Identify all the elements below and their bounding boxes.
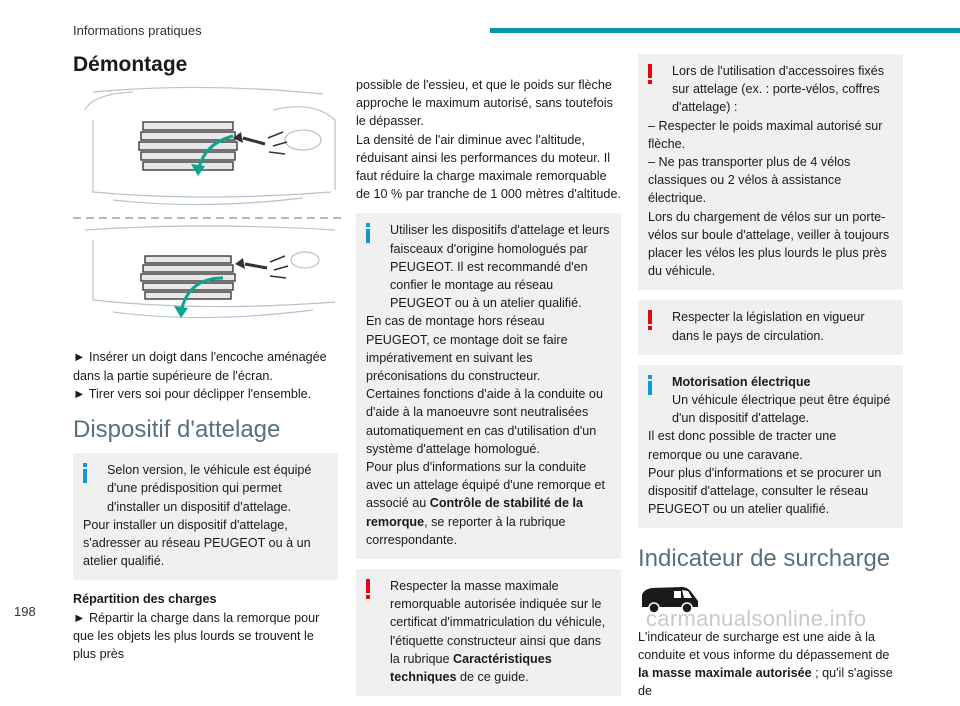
running-header: Informations pratiques: [73, 23, 202, 38]
page-number: 198: [14, 604, 36, 619]
warning-icon: [648, 310, 652, 330]
arrow-finger-icon: [243, 138, 265, 144]
subsection-title-demontage: Démontage: [73, 53, 188, 76]
section-title-surcharge: Indicateur de surcharge: [638, 545, 891, 573]
column-3: [638, 54, 903, 701]
col2-para-2: La densité de l'air diminue avec l'altitude, réduisant ainsi les performances du moteur. Il faut réduire la charge maximale remorquable de 10 % par tranche de 1 000 mètres d'altitude.: [356, 132, 621, 202]
warning-box-masse: Respecter la masse maximale remorquable autorisée indiquée sur le certificat d'immatriculation du véhicule, l'étiquette constructeur ainsi que dans la rubrique Caractéristiques techniques de ce guide.: [356, 569, 621, 696]
load-text: ► Répartir la charge dans la remorque pour que les objets les plus lourds se trouvent le plus près: [73, 610, 320, 662]
grille-figure: [73, 80, 343, 340]
info-icon: [366, 223, 370, 243]
warning-box-legislation: Respecter la législation en vigueur dans le pays de circulation.: [638, 300, 903, 354]
info-box-attelage: Selon version, le véhicule est équipé d'une prédisposition qui permet d'installer un dispositif d'attelage. Pour installer un dispositif d'attelage, s'adresser au réseau PEUGEOT ou à un atelier qualifié.: [73, 453, 338, 580]
step-1: ► Insérer un doigt dans l'encoche aménagée dans la partie supérieure de l'écran.: [73, 350, 327, 383]
header-accent-bar: [490, 28, 960, 33]
grille-diagram: [73, 80, 343, 335]
load-title: Répartition des charges: [73, 592, 217, 607]
info-box-electrique: Motorisation électrique Un véhicule électrique peut être équipé d'un dispositif d'attelage. Il est donc possible de tracter une remorque ou une caravane. Pour plus d'informations et se procurer un dispositif d'attelage, consulter le réseau PEUGEOT ou un atelier qualifié.: [638, 365, 903, 529]
col2-para-1: possible de l'essieu, et que le poids sur flèche approche le maximum autorisé, sans toutefois le dépasser.: [356, 78, 613, 129]
info-icon: [648, 375, 652, 395]
column-1: [73, 53, 338, 663]
section-title-attelage: Dispositif d'attelage: [73, 416, 281, 444]
column-2: [356, 76, 621, 706]
arrow-finger-icon-2: [245, 264, 267, 268]
grille-top-slats: [139, 122, 237, 170]
surcharge-text: L'indicateur de surcharge est une aide à la conduite et vous informe du dépassement de la masse maximale autorisée ; qu'il s'agisse de: [638, 629, 893, 699]
warning-icon: [648, 64, 652, 84]
step-2: ► Tirer vers soi pour déclipper l'ensemble.: [73, 386, 312, 401]
warning-icon: [366, 579, 370, 599]
warning-box-accessoires: Lors de l'utilisation d'accessoires fixés sur attelage (ex. : porte-vélos, coffres d'attelage) : – Respecter le poids maximal autorisé sur flèche. – Ne pas transporter plus de 4 vélos classiques ou 2 vélos à assistance électrique. Lors du chargement de vélos sur un porte-vélos sur boule d'attelage, veiller à toujours placer les vélos les plus lourds le plus près du véhicule.: [638, 54, 903, 290]
info-box-homologation: Utiliser les dispositifs d'attelage et leurs faisceaux d'origine homologués par PEUGEOT. Il est recommandé d'en confier le montage au réseau PEUGEOT ou à un atelier qualifié. En cas de montage hors réseau PEUGEOT, ce montage doit se faire impérativement en suivant les préconisations du constructeur. Certaines fonctions d'aide à la conduite ou d'aide à la manoeuvre sont neutralisées automatiquement en cas d'utilisation d'un système d'attelage homologué. Pour plus d'informations sur la conduite avec un attelage équipé d'une remorque et associé au Contrôle de stabilité de la remorque, se reporter à la rubrique correspondante.: [356, 213, 621, 559]
info-icon: [83, 463, 87, 483]
watermark: carmanualsonline.info: [646, 606, 867, 631]
